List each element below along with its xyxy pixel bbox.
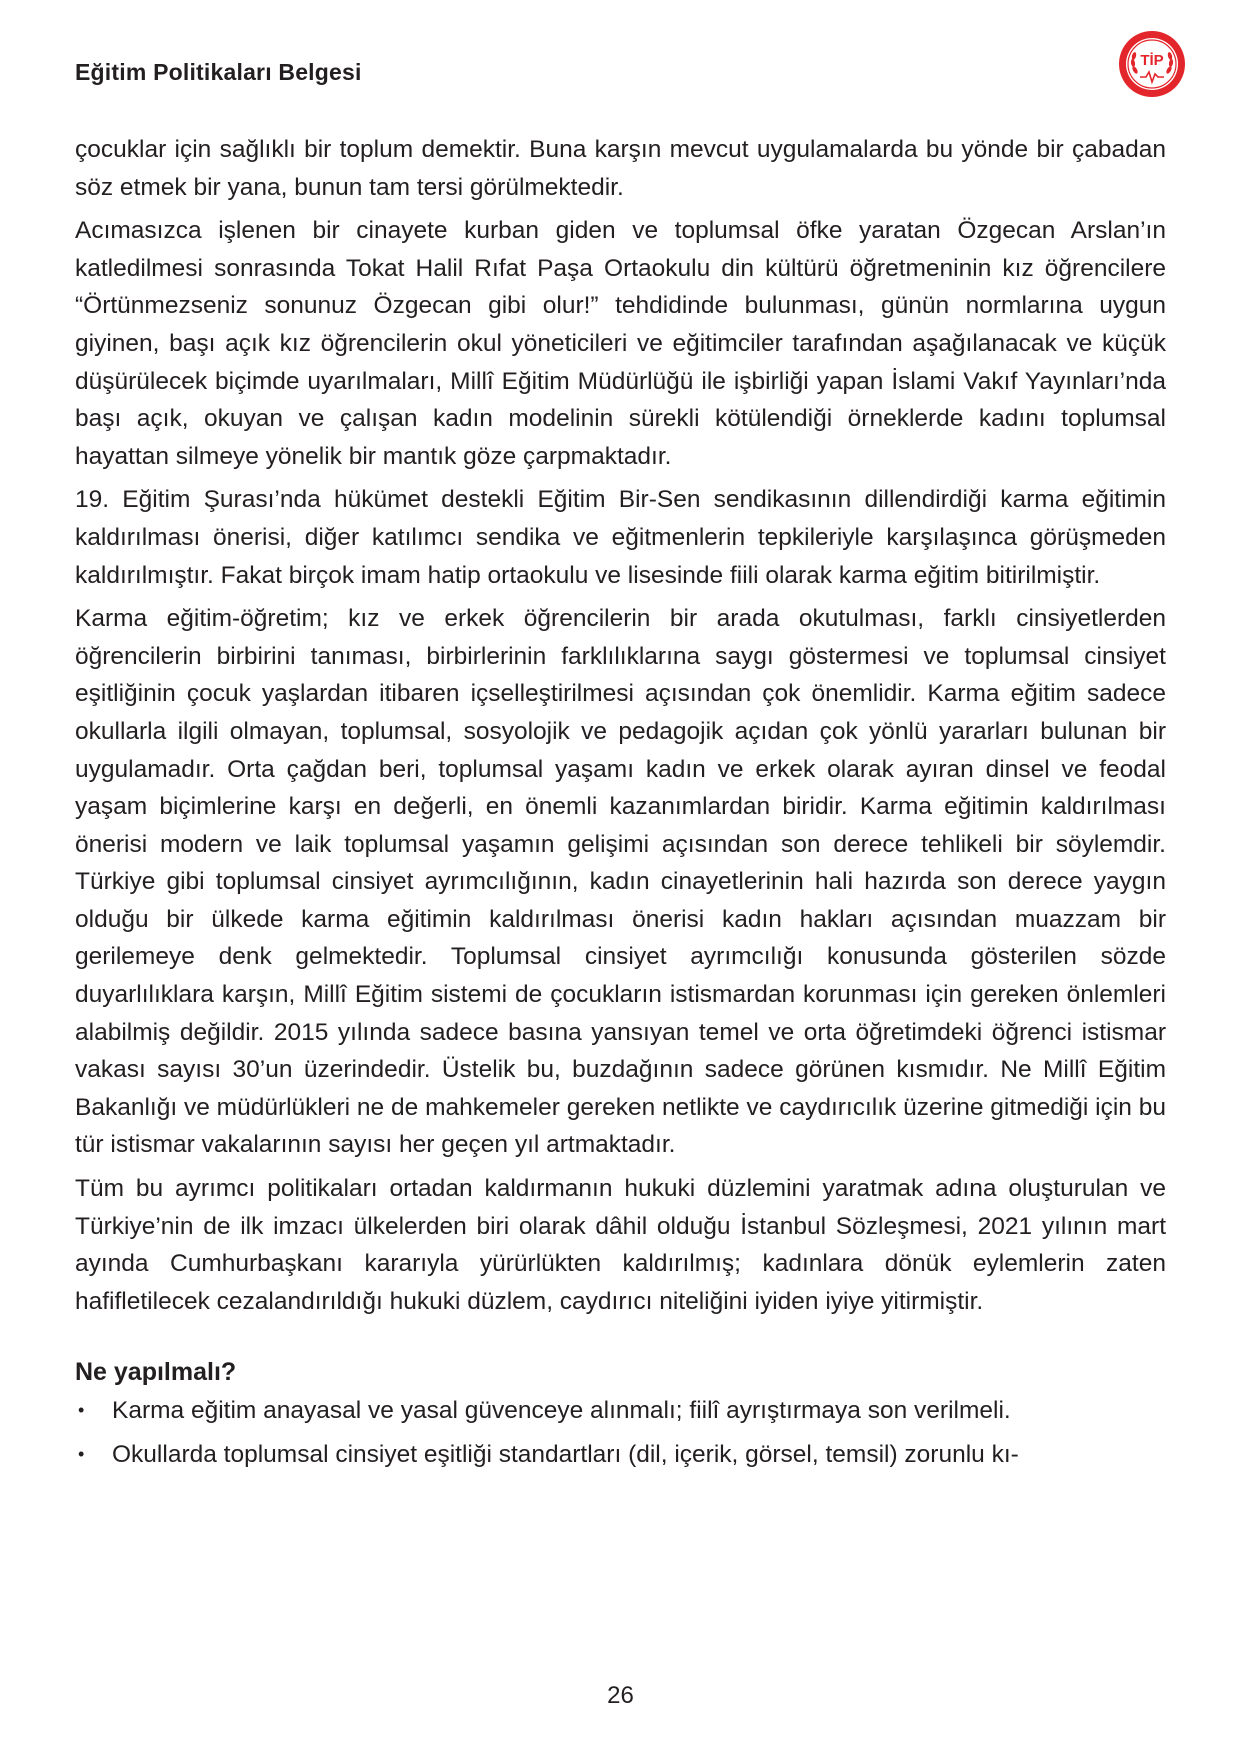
paragraph-5: Tüm bu ayrımcı politikaları ortadan kaldırmanın hukuki düzlemini yaratmak adına oluşturulan ve Türkiye’nin de ilk imzacı ülkelerden biri olarak dâhil olduğu İstanbul Sözleşmesi, 2021 yılının mart ayında Cumhurbaşkanı kararıyla yürürlükten kaldırılmış; kadınlara dönük eylemlerin zaten hafifletilecek cezalandırıldığı hukuki düzlem, caydırıcı niteliğini iyiden iyiye yitirmiştir. — [75, 1175, 1166, 1315]
logo-text: TİP — [1140, 52, 1164, 69]
list-item — [75, 1392, 1166, 1429]
page-body — [75, 131, 1166, 1480]
page-number: 26 — [607, 1682, 634, 1709]
paragraph-2: Acımasızca işlenen bir cinayete kurban giden ve toplumsal öfke yaratan Özgecan Arslan’ın katledilmesi sonrasında Tokat Halil Rıfat Paşa Ortaokulu din kültürü öğretmeninin kız öğrencilere “Örtünmezseniz sonunuz Özgecan gibi olur!” tehdidinde bulunması, günün normlarına uygun giyinen, başı açık kız öğrencilerin okul yöneticileri ve eğitimciler tarafından aşağılanacak ve küçük düşürülecek biçimde uyarılmaları, Millî Eğitim Müdürlüğü ile işbirliği yapan İslami Vakıf Yayınları’nda başı açık, okuyan ve çalışan kadın modelinin sürekli kötülendiği örneklerde kadını toplumsal hayattan silmeye yönelik bir mantık göze çarpmaktadır. — [75, 217, 1166, 470]
bullet-icon: • — [78, 1400, 85, 1421]
recommendation-list — [75, 1392, 1166, 1473]
paragraph-1: çocuklar için sağlıklı bir toplum demektir. Buna karşın mevcut uygulamalarda bu yönde bir çabadan söz etmek bir yana, bunun tam tersi görülmektedir. — [75, 136, 1166, 201]
paragraph-3: 19. Eğitim Şurası’nda hükümet destekli Eğitim Bir-Sen sendikasının dillendirdiği karma eğitimin kaldırılması önerisi, diğer katılımcı sendika ve eğitmenlerin tepkileriyle karşılaşınca görüşmeden kaldırılmıştır. Fakat birçok imam hatip ortaokulu ve lisesinde fiili olarak karma eğitim bitirilmiştir. — [75, 486, 1166, 589]
section-heading: Ne yapılmalı? — [75, 1358, 237, 1387]
tip-party-logo — [1118, 30, 1186, 98]
bullet-icon: • — [78, 1444, 85, 1465]
list-item-text: Karma eğitim anayasal ve yasal güvenceye alınmalı; fiilî ayrıştırmaya son verilmeli. — [112, 1397, 1011, 1425]
list-item-text: Okullarda toplumsal cinsiyet eşitliği standartları (dil, içerik, görsel, temsil) zorunlu kı- — [112, 1441, 1019, 1469]
list-item — [75, 1436, 1166, 1473]
document-title: Eğitim Politikaları Belgesi — [75, 59, 362, 85]
paragraph-4: Karma eğitim-öğretim; kız ve erkek öğrencilerin bir arada okutulması, farklı cinsiyetlerden öğrencilerin birbirini tanıması, birbirlerinin farklılıklarına saygı göstermesi ve toplumsal cinsiyet eşitliğinin çocuk yaşlardan itibaren içselleştirilmesi açısından çok önemlidir. Karma eğitim sadece okullarla ilgili olmayan, toplumsal, sosyolojik ve pedagojik açıdan çok yönlü yararları bulunan bir uygulamadır. Orta çağdan beri, toplumsal yaşamı kadın ve erkek olarak ayıran dinsel ve feodal yaşam biçimlerine karşı en değerli, en önemli kazanımlardan biridir. Karma eğitimin kaldırılması önerisi modern ve laik toplumsal yaşamın gelişimi açısından son derece tehlikeli bir söylemdir. Türkiye gibi toplumsal cinsiyet ayrımcılığının, kadın cinayetlerinin hali hazırda son derece yaygın olduğu bir ülkede karma eğitimin kaldırılması önerisi kadın hakları açısından muazzam bir gerilemeye denk gelmektedir. Toplumsal cinsiyet ayrımcılığı konusunda gösterilen sözde duyarlılıklara karşın, Millî Eğitim sistemi de çocukların istismardan korunması için gereken önlemleri alabilmiş değildir. 2015 yılında sadece basına yansıyan temel ve orta öğretimdeki öğrenci istismar vakası sayısı 30’un üzerindedir. Üstelik bu, buzdağının sadece görünen kısmıdır. Ne Millî Eğitim Bakanlığı ve müdürlükleri ne de mahkemeler gereken netlikte ve caydırıcılık üzerine gitmediği için bu tür istismar vakalarının sayısı her geçen yıl artmaktadır. — [75, 605, 1166, 1159]
